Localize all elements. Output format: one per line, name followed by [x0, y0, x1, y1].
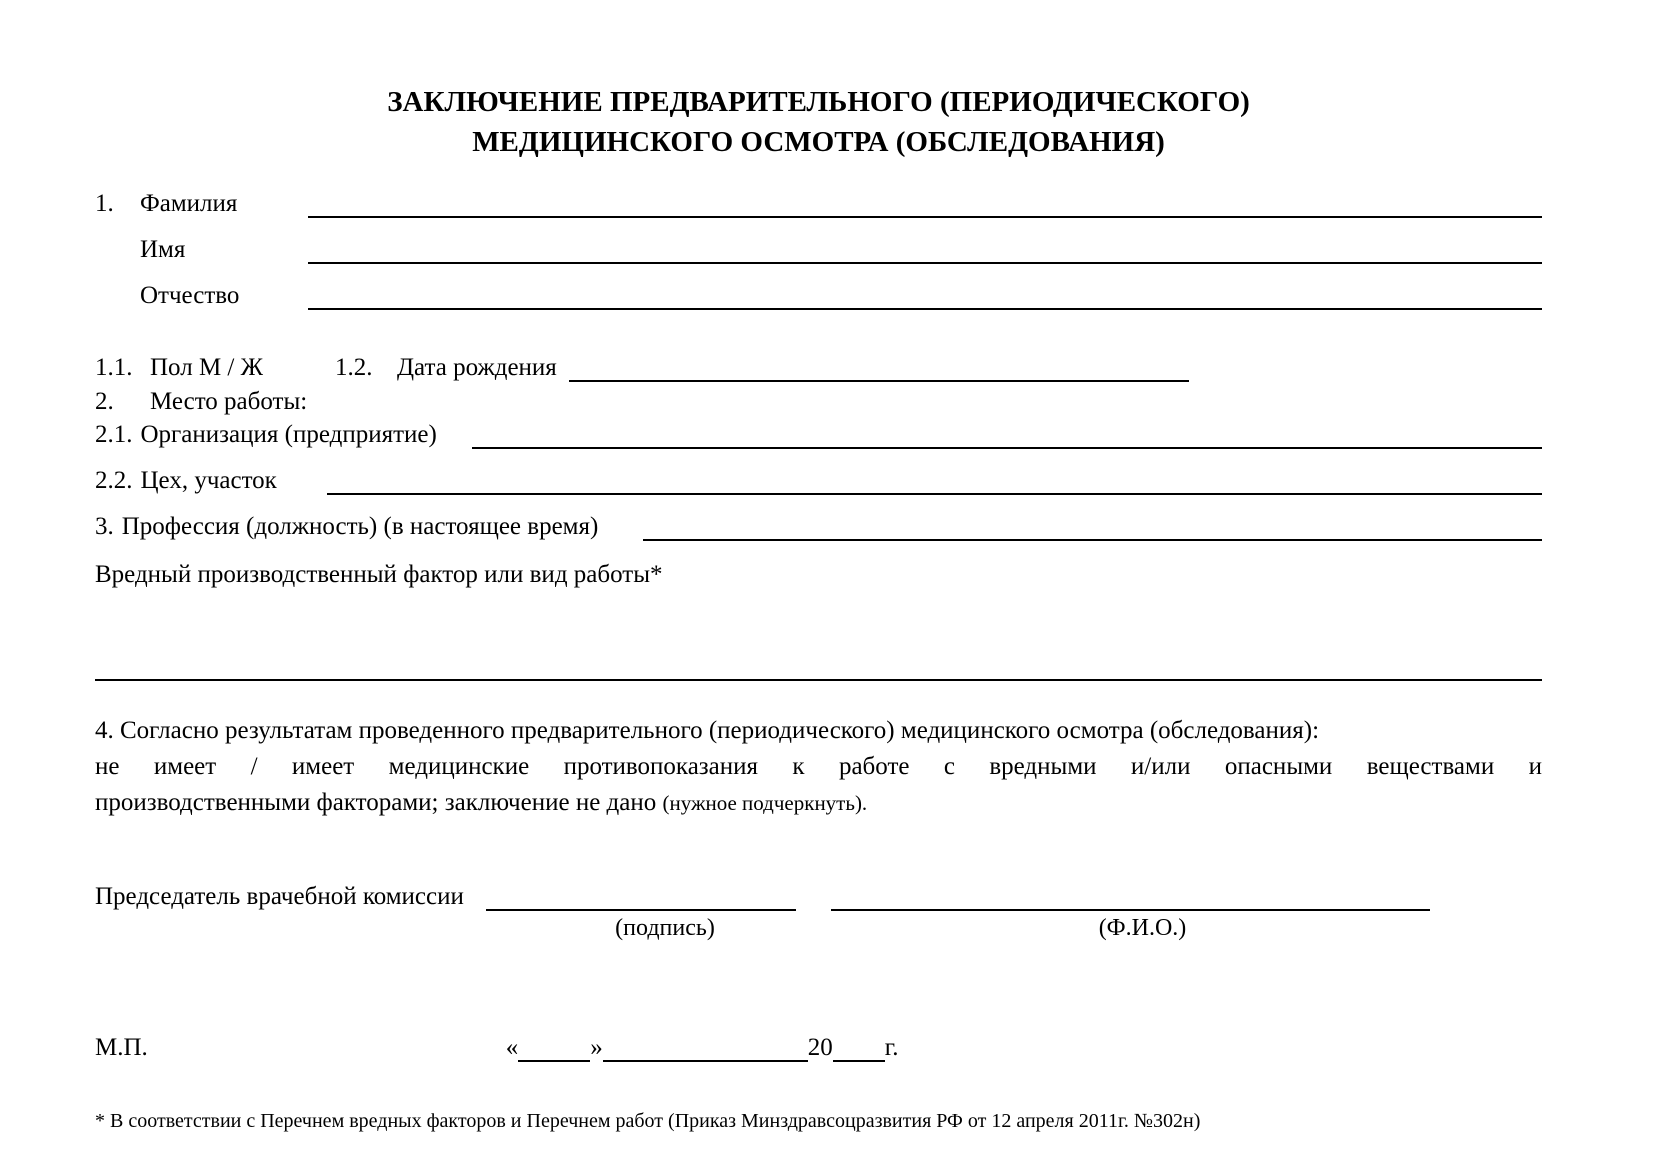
year-century: 20 [807, 1034, 833, 1061]
close-quote: » [590, 1034, 603, 1061]
work-place-label: Место работы: [150, 388, 308, 415]
chairman-label: Председатель врачебной комиссии [95, 883, 464, 910]
patronymic-label: Отчество [140, 282, 240, 309]
conclusion-line2-text: не имеет / имеет медицинские противопоказания к работе с вредными и/или опасными веществами и [95, 753, 1542, 780]
year-suffix: г. [884, 1034, 899, 1061]
surname-label: Фамилия [140, 190, 238, 217]
organization-field-line [472, 446, 1542, 449]
date-field-group [506, 1034, 899, 1062]
first-name-field-line [308, 261, 1542, 264]
organization-number: 2.1. [95, 421, 133, 448]
full-name-caption: (Ф.И.О.) [1098, 915, 1187, 941]
conclusion-line3 [95, 785, 1542, 821]
profession-field-line [643, 538, 1542, 541]
conclusion-line3-text: производственными факторами; заключение не дано [95, 789, 657, 816]
workshop-field-line [327, 492, 1542, 495]
month-field-line [603, 1035, 808, 1062]
conclusion-line2 [95, 749, 1542, 785]
sex-number: 1.1. [95, 354, 133, 381]
profession-label: Профессия (должность) (в настоящее время) [121, 513, 599, 540]
day-field-line [518, 1035, 590, 1062]
work-place-number: 2. [95, 388, 114, 415]
surname-number: 1. [95, 190, 114, 217]
footnote: * В соответствии с Перечнем вредных факторов и Перечнем работ (Приказ Минздравсоцразвития РФ от 12 апреля 2011г. №302н) [95, 1110, 1201, 1132]
full-name-line [831, 909, 1430, 911]
birth-date-number: 1.2. [335, 354, 373, 381]
birth-date-field-line [569, 379, 1189, 382]
sex-birthdate-row [95, 336, 1542, 382]
signature-captions-row [95, 915, 1542, 942]
stamp-place-label: М.П. [95, 1034, 148, 1061]
surname-field-line [308, 215, 1542, 218]
hazard-factor-field-line [95, 679, 1542, 681]
organization-label: Организация (предприятие) [140, 421, 437, 448]
conclusion-paragraph [95, 713, 1542, 821]
organization-row [95, 416, 1542, 449]
underline-instruction-note: (нужное подчеркнуть). [662, 791, 868, 815]
workshop-label: Цех, участок [140, 467, 277, 494]
caption-spacer [95, 915, 510, 942]
form-title-line1: ЗАКЛЮЧЕНИЕ ПРЕДВАРИТЕЛЬНОГО (ПЕРИОДИЧЕСКОГО) [387, 86, 1250, 118]
patronymic-field-line [308, 307, 1542, 310]
profession-number: 3. [95, 513, 114, 540]
first-name-row [95, 218, 1542, 264]
workshop-number: 2.2. [95, 467, 133, 494]
conclusion-line1: 4. Согласно результатам проведенного предварительного (периодического) медицинского осмотра (обследования): [95, 717, 1320, 744]
form-title-line2: МЕДИЦИНСКОГО ОСМОТРА (ОБСЛЕДОВАНИЯ) [472, 126, 1165, 158]
first-name-label: Имя [140, 236, 186, 263]
surname-row [95, 172, 1542, 218]
chairman-signature-row [95, 863, 1542, 911]
sex-label: Пол М / Ж [150, 354, 264, 381]
work-place-row [95, 382, 1542, 416]
stamp-date-row [95, 1034, 1542, 1062]
signature-caption: (подпись) [615, 915, 715, 941]
birth-date-label: Дата рождения [397, 354, 557, 381]
hazard-factor-label: Вредный производственный фактор или вид работы* [95, 561, 663, 588]
patronymic-row [95, 264, 1542, 310]
profession-row [95, 508, 1542, 541]
year-field-line [833, 1035, 885, 1062]
workshop-row [95, 462, 1542, 495]
open-quote: « [505, 1034, 519, 1061]
signature-line [486, 909, 796, 911]
form-title [95, 82, 1542, 162]
